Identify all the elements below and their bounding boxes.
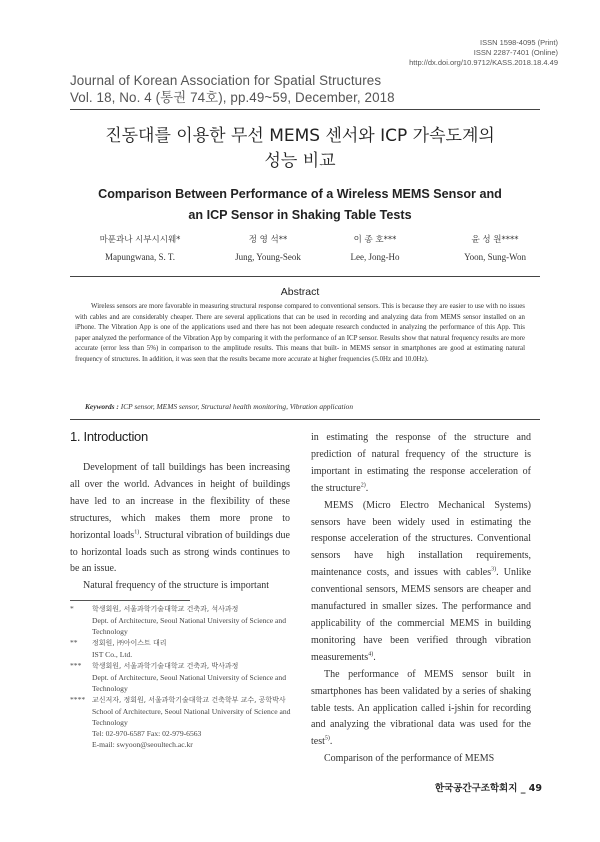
right-paragraph-4: Comparison of the performance of MEMS	[324, 753, 495, 765]
keywords-label: Keywords :	[85, 402, 121, 411]
title-korean	[60, 124, 540, 174]
issn-block	[409, 38, 558, 68]
title-english-line1: Comparison Between Performance of a Wireless MEMS Sensor and	[98, 187, 502, 201]
journal-volume: Vol. 18, No. 4 (통권 74호), pp.49~59, December, 2018	[70, 90, 395, 105]
footnote-2: ** 정회원, ㈜아이스트 대리 IST Co., Ltd.	[70, 638, 167, 659]
author-3	[305, 232, 445, 266]
abstract-heading: Abstract	[280, 286, 320, 298]
keywords-bottom-rule	[70, 419, 540, 420]
author-2-english: Jung, Young-Seok	[235, 252, 301, 262]
author-1-english: Mapungwana, S. T.	[105, 252, 175, 262]
contact-phone: Tel: 02-970-6587 Fax: 02-979-6563	[92, 729, 202, 738]
section-heading-introduction: 1. Introduction	[70, 429, 148, 444]
header-rule	[70, 109, 540, 110]
issn-online: ISSN 2287-7401 (Online)	[473, 48, 558, 57]
journal-header	[70, 72, 540, 106]
right-paragraph-2: MEMS (Micro Electro Mechanical Systems) sensors have been widely used in estimating the response acceleration of the structures. Conventional sensors have high installation requirements, maintenance costs, and issues with cables$^{3)}$. Unlike conventional sensors, MEMS sensors are cheaper and manufactured in smaller sizes. The performance and applicability of the commercial MEMS in building monitoring have been verified through vibration measurements$^{4)}$.	[311, 499, 532, 663]
abstract-text: Wireless sensors are more favorable in measuring structural response compared to conventional sensors. This is because they are easier to use with no issues with cables and are considerably cheaper. There are several applications that can be used in recording and analyzing data from MEMS sensor installed on an iPhone. The Vibration App is one of the applications used and there has not been adequate research conducted in analyzing the performance of this App. This paper analyzed the performance of the Vibration App by comparing it with the performance of an ICP sensor. Results show that natural frequency results are more accurate (error less than 5%) in comparison to the amplitude results. This means that built- in MEMS sensor in smartphones are good at estimating natural frequency of structures. In addition, it was seen that the results became more accurate at higher frequencies (5.0Hz and 10.0Hz).	[75, 303, 525, 363]
right-column	[311, 430, 531, 768]
intro-paragraph-2: Natural frequency of the structure is important	[83, 580, 270, 592]
author-1-korean: 마푼과나 시부시시웨*	[99, 235, 181, 245]
keywords	[85, 402, 535, 411]
title-english-line2: an ICP Sensor in Shaking Table Tests	[188, 208, 412, 222]
left-column	[70, 426, 290, 595]
author-4-korean: 윤 성 원****	[471, 235, 519, 245]
issn-print: ISSN 1598-4095 (Print)	[480, 38, 558, 47]
author-3-korean: 이 종 호***	[353, 235, 397, 245]
footnote-1: * 학생회원, 서울과학기술대학교 건축과, 석사과정 Dept. of Architecture, Seoul National University of Science and Technology	[70, 604, 287, 636]
author-2-korean: 정 영 석**	[248, 235, 288, 245]
footnote-4: **** 교신저자, 정회원, 서울과학기술대학교 건축학부 교수, 공학박사 School of Architecture, Seoul National University of Science and Technology Tel: 02-970-6587 Fax: 02-979-6563 E-mail: swyoon@seoultech.ac.kr	[70, 695, 291, 749]
right-paragraph-3: The performance of MEMS sensor built in smartphones has been validated by a series of shaking table tests. An application called i-jshin for recording and analyzing the vibrational data was used for the test$^{5)}$.	[311, 668, 531, 748]
author-1	[70, 232, 210, 266]
abstract-top-rule	[70, 276, 540, 277]
author-3-english: Lee, Jong-Ho	[350, 252, 400, 262]
footnote-rule	[70, 600, 190, 601]
doi-link[interactable]: http://dx.doi.org/10.9712/KASS.2018.18.4.49	[409, 58, 558, 67]
journal-name: Journal of Korean Association for Spatial Structures	[70, 73, 382, 88]
title-korean-line2: 성능 비교	[264, 151, 336, 171]
footnote-3: *** 학생회원, 서울과학기술대학교 건축과, 박사과정 Dept. of Architecture, Seoul National University of Science and Technology	[70, 661, 287, 693]
author-4-english: Yoon, Sung-Won	[464, 252, 526, 262]
contact-email: E-mail: swyoon@seoultech.ac.kr	[92, 740, 193, 749]
title-korean-line1: 진동대를 이용한 무선 MEMS 센서와 ICP 가속도계의	[105, 126, 495, 146]
title-english	[60, 184, 540, 226]
right-paragraph-1: in estimating the response of the structure and prediction of natural frequency of the structure is important in estimating the response acceleration of the structure$^{2)}$.	[311, 432, 531, 494]
intro-paragraph-1: Development of tall buildings has been increasing all over the world. Advances in height of buildings have led to an increase in the flexibility of these structures, which makes them more prone to horizontal loads$^{1)}$. Structural vibration of buildings due to horizontal loads such as strong winds continues to be an issue.	[70, 462, 290, 575]
footnotes	[70, 603, 292, 750]
keywords-text: ICP sensor, MEMS sensor, Structural health monitoring, Vibration application	[120, 402, 354, 411]
author-4	[425, 232, 565, 266]
page-footer: 한국공간구조학회지 _ 49	[434, 783, 542, 794]
